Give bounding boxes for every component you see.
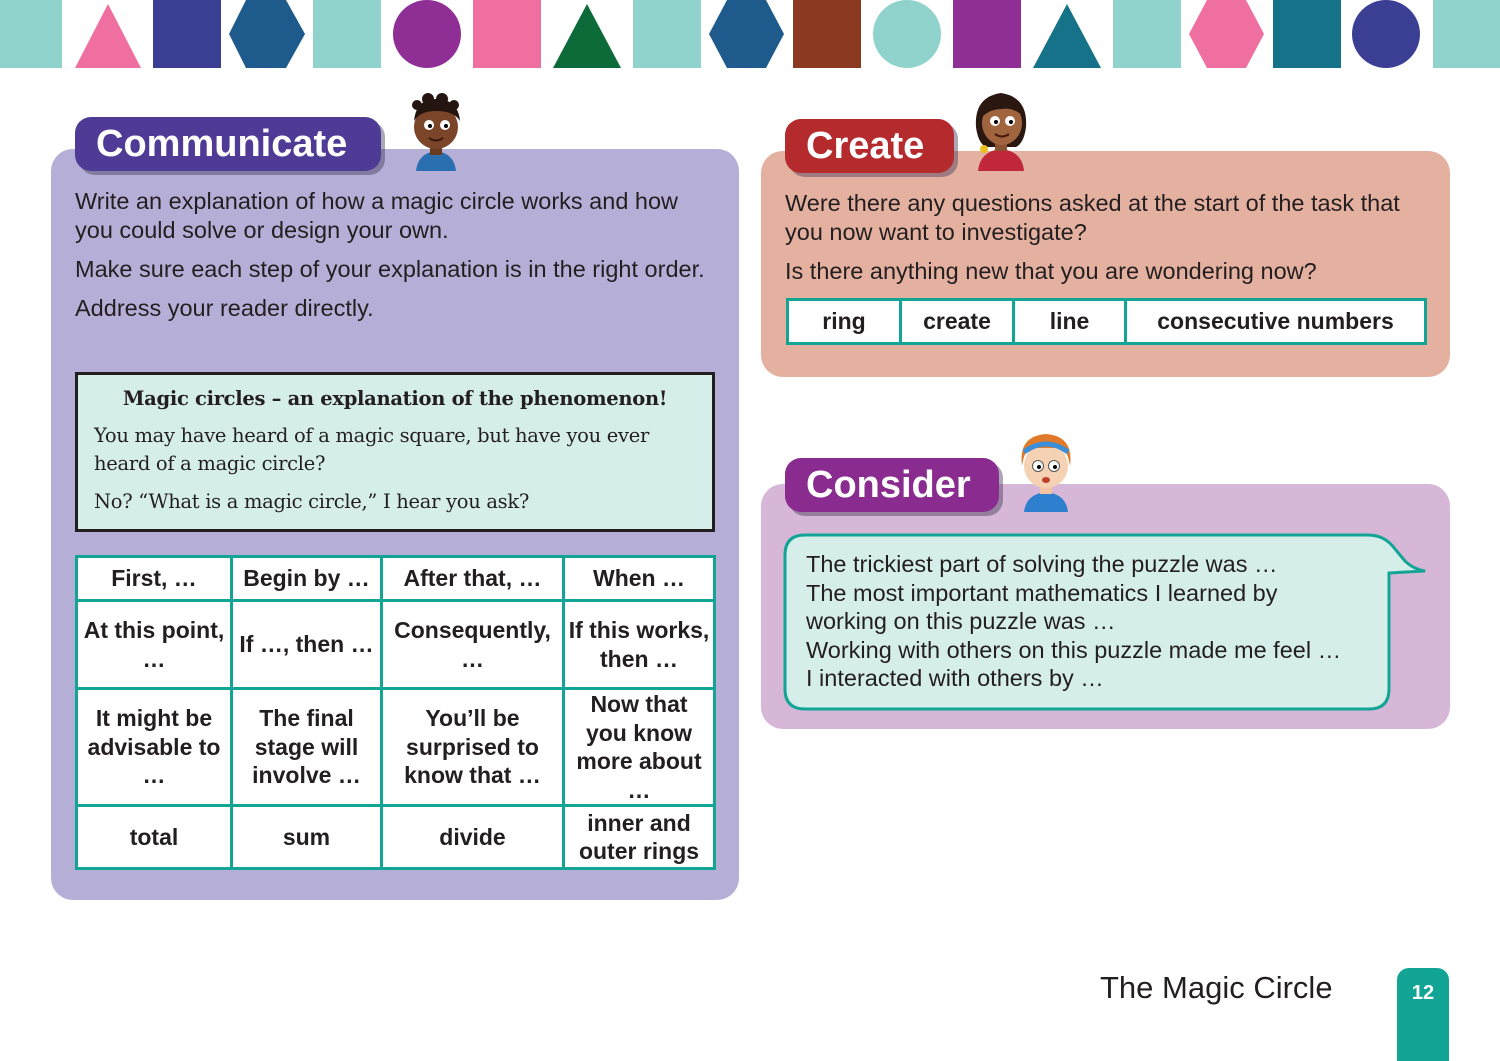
connective-cell: At this point, … [77, 601, 232, 689]
word-bank-cell: ring [788, 300, 901, 344]
purple-circle-shape [393, 0, 461, 68]
teal-square-shape [313, 0, 381, 68]
connective-cell: Now that you know more about … [564, 689, 715, 806]
table-row [77, 689, 715, 806]
teal-square-shape [1433, 0, 1500, 68]
instruction-paragraph: Make sure each step of your explanation is in the right order. [75, 256, 705, 282]
teal-square-shape [0, 0, 62, 68]
word-bank-cell: create [901, 300, 1014, 344]
boy-avatar-icon [402, 91, 470, 171]
connective-cell: You’ll be surprised to know that … [382, 689, 564, 806]
table-row [77, 557, 715, 601]
connective-cell: First, … [77, 557, 232, 601]
consider-heading: Consider [785, 458, 999, 512]
instruction-paragraph: Were there any questions asked at the start of the task that you now want to investigate? [785, 190, 1400, 245]
communicate-instructions [75, 187, 715, 333]
communicate-heading: Communicate [75, 117, 381, 171]
vocabulary-cell: sum [232, 806, 382, 869]
navy-circle-shape [1352, 0, 1420, 68]
purple-square-shape [953, 0, 1021, 68]
teal-square-shape [1113, 0, 1181, 68]
create-instructions [785, 189, 1425, 296]
brown-square-shape [793, 0, 861, 68]
ginger-child-avatar-icon [1012, 430, 1080, 512]
connective-cell: If …, then … [232, 601, 382, 689]
connective-cell: When … [564, 557, 715, 601]
create-heading: Create [785, 119, 954, 173]
blue-hexagon-shape [229, 0, 305, 68]
reflection-prompts [806, 550, 1386, 693]
reflection-prompt: I interacted with others by … [806, 665, 1104, 691]
dark-teal-square-shape [1273, 0, 1341, 68]
table-row [77, 806, 715, 869]
navy-square-shape [153, 0, 221, 68]
page-number-tab [1397, 968, 1449, 1061]
word-bank-cell: line [1014, 300, 1126, 344]
vocabulary-cell: total [77, 806, 232, 869]
connective-cell: The final stage will involve … [232, 689, 382, 806]
instruction-paragraph: Is there anything new that you are wondering now? [785, 258, 1317, 284]
reflection-prompt: working on this puzzle was … [806, 608, 1116, 634]
word-bank-cell: consecutive numbers [1126, 300, 1426, 344]
pink-hexagon-shape [1189, 0, 1264, 68]
girl-avatar-icon [968, 87, 1034, 171]
teal-circle-shape [873, 0, 941, 68]
teal-triangle-shape [1033, 4, 1101, 68]
connective-cell: It might be advisable to … [77, 689, 232, 806]
instruction-paragraph: Address your reader directly. [75, 295, 374, 321]
reflection-prompt: The trickiest part of solving the puzzle was … [806, 551, 1278, 577]
explanation-line: No? “What is a magic circle,” I hear you ask? [94, 490, 530, 513]
word-bank-table [786, 298, 1427, 345]
connective-cell: After that, … [382, 557, 564, 601]
table-row [788, 300, 1426, 344]
explanation-line: You may have heard of a magic square, but have you ever heard of a magic circle? [94, 424, 649, 475]
connective-cell: Consequently, … [382, 601, 564, 689]
table-row [77, 601, 715, 689]
pink-triangle-shape [75, 4, 141, 68]
pink-square-shape [473, 0, 541, 68]
green-triangle-shape [553, 4, 621, 68]
connective-cell: If this works, then … [564, 601, 715, 689]
explanation-title: Magic circles – an explanation of the phenomenon! [122, 387, 668, 410]
instruction-paragraph: Write an explanation of how a magic circle works and how you could solve or design your own. [75, 188, 679, 243]
footer-title: The Magic Circle [1100, 970, 1333, 1005]
vocabulary-cell: divide [382, 806, 564, 869]
connective-cell: Begin by … [232, 557, 382, 601]
page-number: 12 [1411, 982, 1435, 1004]
connectives-table [75, 555, 716, 870]
teal-square-shape [633, 0, 701, 68]
reflection-prompt: The most important mathematics I learned by [806, 579, 1278, 606]
reflection-prompt: Working with others on this puzzle made me feel … [806, 636, 1342, 663]
decorative-shape-band [0, 0, 1500, 68]
example-explanation-box [75, 372, 715, 532]
vocabulary-cell: inner and outer rings [564, 806, 715, 869]
blue-hexagon-shape [709, 0, 784, 68]
